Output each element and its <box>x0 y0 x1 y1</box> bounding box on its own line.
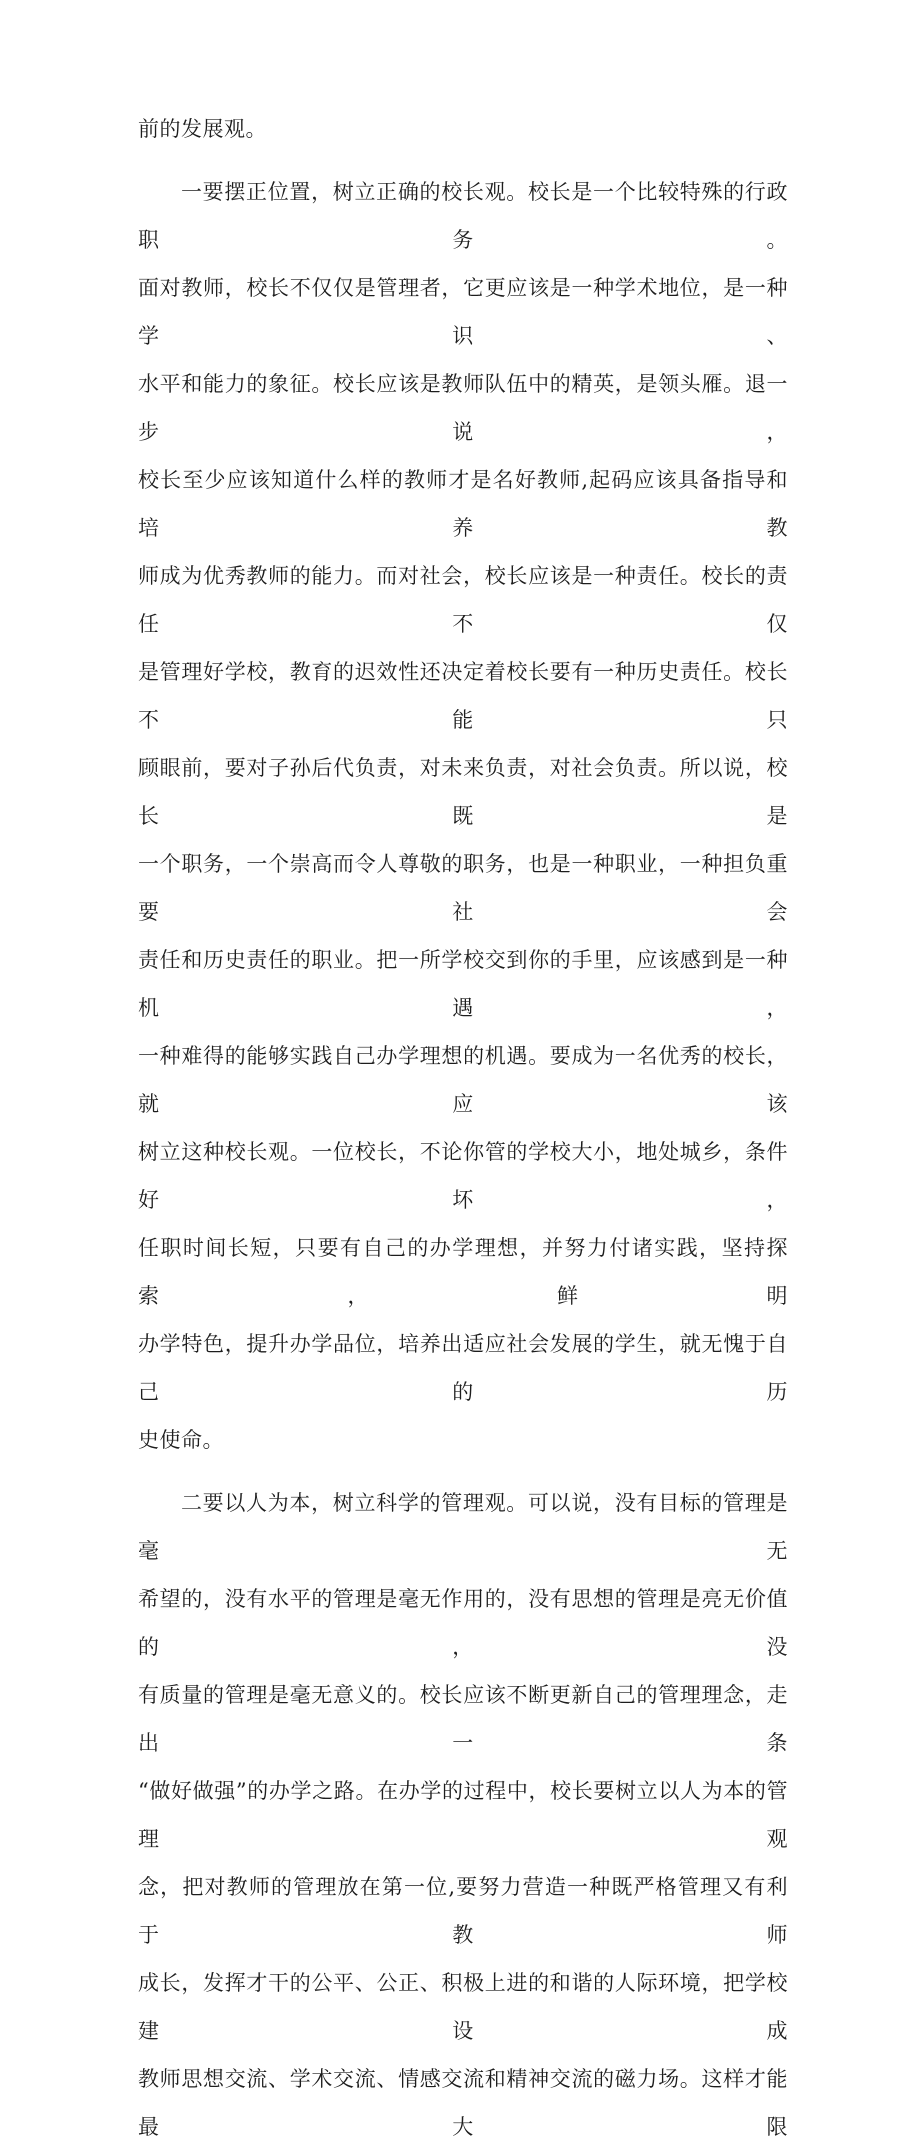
text-line: 水平和能力的象征。校长应该是教师队伍中的精英，是领头雁。退一步说， <box>138 372 788 444</box>
text-line: 前的发展观。 <box>138 117 267 141</box>
text-line: 树立这种校长观。一位校长，不论你管的学校大小，地处城乡，条件好坏， <box>138 1140 788 1212</box>
text-line: 一种难得的能够实践自己办学理想的机遇。要成为一名优秀的校长，就应该 <box>138 1044 788 1116</box>
paragraph <box>138 105 788 153</box>
paragraph <box>138 168 788 1464</box>
text-line: 校长至少应该知道什么样的教师才是名好教师,起码应该具备指导和培养教 <box>138 468 788 540</box>
document-body <box>138 105 788 2151</box>
text-line: 有质量的管理是毫无意义的。校长应该不断更新自己的管理理念，走出一条 <box>138 1683 788 1755</box>
text-line: 二要以人为本，树立科学的管理观。可以说，没有目标的管理是毫无 <box>138 1491 788 1563</box>
text-line: 史使命。 <box>138 1428 224 1452</box>
text-line: 念，把对教师的管理放在第一位,要努力营造一种既严格管理又有利于教师 <box>138 1875 788 1947</box>
text-line: 办学特色，提升办学品位，培养出适应社会发展的学生，就无愧于自己的历 <box>138 1332 788 1404</box>
text-line: 一要摆正位置，树立正确的校长观。校长是一个比较特殊的行政职务。 <box>138 180 788 252</box>
text-line: 面对教师，校长不仅仅是管理者，它更应该是一种学术地位，是一种学识、 <box>138 276 788 348</box>
text-line: 一个职务，一个崇高而令人尊敬的职务，也是一种职业，一种担负重要社会 <box>138 852 788 924</box>
text-line: 希望的，没有水平的管理是毫无作用的，没有思想的管理是亮无价值的，没 <box>138 1587 788 1659</box>
text-line: “做好做强”的办学之路。在办学的过程中，校长要树立以人为本的管理观 <box>138 1779 788 1851</box>
paragraph <box>138 1479 788 2151</box>
text-line: 是管理好学校，教育的迟效性还决定着校长要有一种历史责任。校长不能只 <box>138 660 788 732</box>
text-line: 成长，发挥才干的公平、公正、积极上进的和谐的人际环境，把学校建设成 <box>138 1971 788 2043</box>
text-line: 顾眼前，要对子孙后代负责，对未来负责，对社会负责。所以说，校长既是 <box>138 756 788 828</box>
text-line: 教师思想交流、学术交流、情感交流和精神交流的磁力场。这样才能最大限 <box>138 2067 788 2139</box>
text-line: 责任和历史责任的职业。把一所学校交到你的手里，应该感到是一种机遇， <box>138 948 788 1020</box>
text-line: 师成为优秀教师的能力。而对社会，校长应该是一种责任。校长的责任不仅 <box>138 564 788 636</box>
text-line: 任职时间长短，只要有自己的办学理想，并努力付诸实践，坚持探索，鲜明 <box>138 1236 788 1308</box>
